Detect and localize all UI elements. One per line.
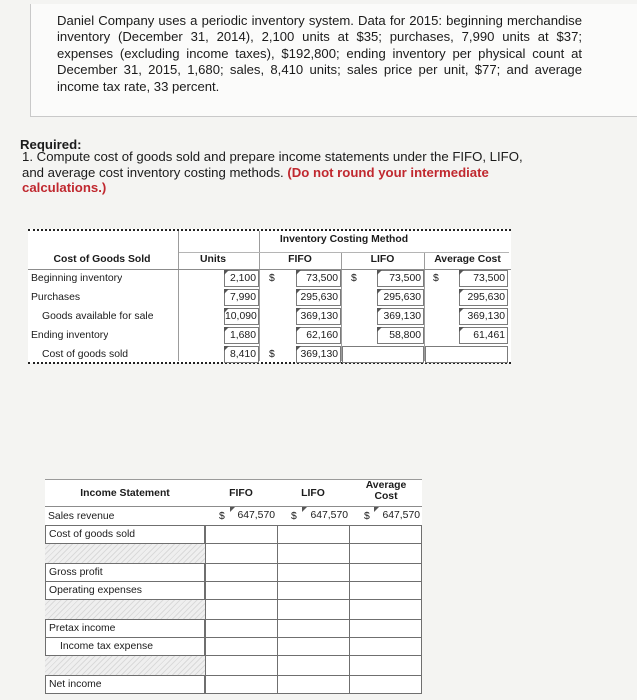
col-income-statement: Income Statement [80,488,170,499]
row-label-pretax-income: Pretax income [49,623,116,634]
row-label-cost-of-goods-sold: Cost of goods sold [49,529,136,540]
income-statement-table [45,479,422,694]
row-label-beginning-inventory: Beginning inventory [31,273,123,284]
label-cell [45,675,205,694]
required-number: 1. [22,149,33,164]
dollar-sign: $ [269,273,275,284]
fifo-net-income[interactable] [205,675,278,694]
avg-ending-inventory[interactable]: 61,461 [459,327,508,344]
label-cell [45,581,205,600]
problem-text: Daniel Company uses a periodic inventory system. Data for 2015: beginning merchandise inventory (December 31, 2014), 2,100 units at $35; purchases, 7,990 units at $37; expenses (excluding income taxes), $192,800; ending inventory per physical count at December 31, 2015, 1,680; sales, 8,410 units; sales price per unit, $77; and average income tax rate, 33 percent. [57,13,582,94]
avg-purchases[interactable]: 295,630 [459,289,508,306]
required-item-1 [22,149,547,196]
blank-label-cell [45,600,205,619]
blank-label-cell [45,656,205,675]
col-lifo: LIFO [370,254,395,265]
row-label-operating-expenses: Operating expenses [49,585,142,596]
fifo-pretax-income[interactable] [205,619,278,638]
avg-pretax-income[interactable] [349,619,422,638]
lifo-cost-of-goods-sold[interactable] [277,525,350,544]
dollar-sign: $ [364,511,370,522]
label-cell [45,637,205,656]
fifo-purchases[interactable]: 295,630 [296,289,341,306]
lifo-pretax-income[interactable] [277,619,350,638]
lifo-cost-of-goods-sold[interactable] [342,346,424,363]
lifo-gross-profit[interactable] [277,563,350,582]
col-cost-of-goods-sold: Cost of Goods Sold [53,254,151,265]
fifo-blank-row-1[interactable] [205,543,278,564]
dollar-sign: $ [269,349,275,360]
required-text: Compute cost of goods sold and prepare income statements under the FIFO, LIFO, and average cost inventory costing methods. [22,149,523,180]
avg-cost-of-goods-sold[interactable] [349,525,422,544]
row-label-sales-revenue: Sales revenue [48,511,115,522]
lifo-blank-row-2[interactable] [277,599,350,620]
row-label-goods-available: Goods available for sale [42,311,154,322]
avg-blank-row-3[interactable] [349,655,422,676]
lifo-operating-expenses[interactable] [277,581,350,600]
avg-income-tax-expense[interactable] [349,637,422,656]
fifo-operating-expenses[interactable] [205,581,278,600]
col-fifo: FIFO [288,254,312,265]
avg-blank-row-1[interactable] [349,543,422,564]
dollar-sign: $ [351,273,357,284]
row-label-net-income: Net income [49,679,102,690]
col-lifo: LIFO [301,488,325,499]
row-label-cost-of-goods-sold: Cost of goods sold [42,349,129,360]
lifo-blank-row-3[interactable] [277,655,350,676]
fifo-income-tax-expense[interactable] [205,637,278,656]
lifo-blank-row-1[interactable] [277,543,350,564]
row-label-purchases: Purchases [31,292,81,303]
avg-beginning-inventory[interactable]: 73,500 [459,270,508,287]
avg-operating-expenses[interactable] [349,581,422,600]
row-label-ending-inventory: Ending inventory [31,330,109,341]
col-average-cost: Average Cost [365,480,407,502]
dollar-sign: $ [219,511,225,522]
lifo-purchases[interactable]: 295,630 [377,289,424,306]
row-label-gross-profit: Gross profit [49,567,103,578]
fifo-ending-inventory[interactable]: 62,160 [296,327,341,344]
fifo-goods-available[interactable]: 369,130 [296,308,341,325]
cogs-table [28,229,511,363]
units-beginning-inventory[interactable]: 2,100 [224,270,259,287]
col-fifo: FIFO [229,488,253,499]
blank-label-cell [45,544,205,563]
units-goods-available[interactable]: 10,090 [224,308,259,325]
row-label-income-tax-expense: Income tax expense [60,641,153,652]
lifo-net-income[interactable] [277,675,350,694]
inventory-costing-method-header: Inventory Costing Method [279,234,409,245]
dollar-sign: $ [291,511,297,522]
label-cell [45,619,205,638]
lifo-ending-inventory[interactable]: 58,800 [377,327,424,344]
required-heading: Required: [20,137,82,152]
fifo-blank-row-3[interactable] [205,655,278,676]
units-cost-of-goods-sold[interactable]: 8,410 [224,346,259,363]
label-cell [45,525,205,544]
avg-sales-revenue[interactable]: 647,570 [375,508,422,525]
avg-cost-of-goods-sold[interactable] [425,346,508,363]
fifo-beginning-inventory[interactable]: 73,500 [296,270,341,287]
label-cell [45,563,205,582]
lifo-beginning-inventory[interactable]: 73,500 [377,270,424,287]
avg-blank-row-2[interactable] [349,599,422,620]
lifo-sales-revenue[interactable]: 647,570 [303,508,350,525]
fifo-sales-revenue[interactable]: 647,570 [231,508,277,525]
col-units: Units [200,254,226,265]
avg-net-income[interactable] [349,675,422,694]
fifo-cost-of-goods-sold[interactable]: 369,130 [296,346,341,363]
units-ending-inventory[interactable]: 1,680 [224,327,259,344]
fifo-gross-profit[interactable] [205,563,278,582]
units-purchases[interactable]: 7,990 [224,289,259,306]
required-instruction: (Do not round your intermediate calculations.) [22,164,489,195]
lifo-goods-available[interactable]: 369,130 [377,308,424,325]
fifo-blank-row-2[interactable] [205,599,278,620]
dollar-sign: $ [433,273,439,284]
lifo-income-tax-expense[interactable] [277,637,350,656]
avg-gross-profit[interactable] [349,563,422,582]
fifo-cost-of-goods-sold[interactable] [205,525,278,544]
avg-goods-available[interactable]: 369,130 [459,308,508,325]
col-average-cost: Average Cost [434,254,501,265]
